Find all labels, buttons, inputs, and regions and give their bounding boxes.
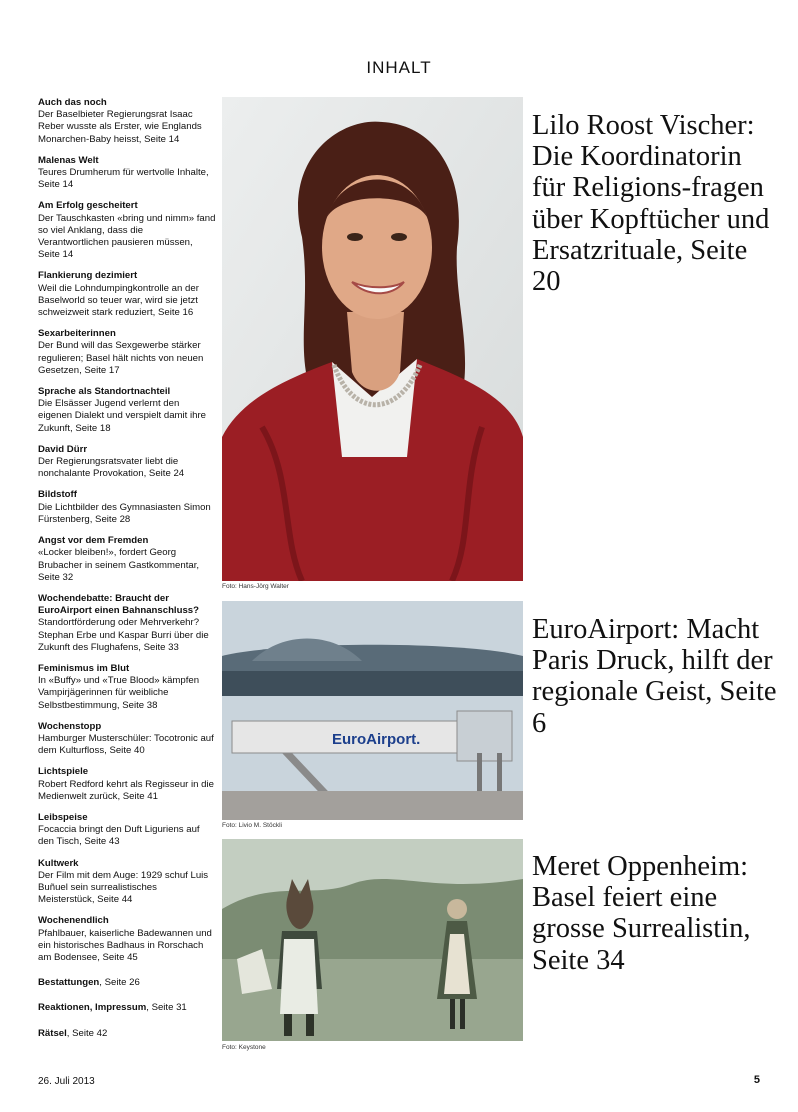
toc-entry-desc: Robert Redford kehrt als Regisseur in die Medienwelt zurück, Seite 41 [38, 778, 214, 802]
toc-entry[interactable] [38, 858, 216, 907]
toc-entry-desc: Focaccia bringt den Duft Liguriens auf den Tisch, Seite 43 [38, 824, 200, 848]
toc-entry-title: Bestattungen [38, 977, 100, 989]
toc-entry-title: Flankierung dezimiert [38, 270, 138, 282]
toc-entry-desc: In «Buffy» und «True Blood» kämpfen Vampirjägerinnen für weibliche Selbstbestimmung, Seite 38 [38, 675, 200, 711]
toc-entry-desc: Die Lichtbilder des Gymnasiasten Simon Fürstenberg, Seite 28 [38, 501, 211, 525]
toc-entry-title: Lichtspiele [38, 766, 89, 778]
toc-entry[interactable] [38, 593, 216, 654]
toc-entry[interactable] [38, 386, 216, 435]
toc-entry-title: Am Erfolg gescheitert [38, 200, 138, 212]
photo-credit: Foto: Livio M. Stöckli [222, 822, 282, 829]
portrait-photo[interactable] [222, 97, 523, 581]
issue-date: 26. Juli 2013 [38, 1076, 95, 1087]
headline-lead-story[interactable]: Lilo Roost Vischer: Die Koordinatorin für Religions-fragen über Kopftücher und Ersatzrituale, Seite 20 [532, 110, 770, 298]
toc-entry-desc: Teures Drumherum für wertvolle Inhalte, Seite 14 [38, 167, 209, 191]
airport-sign: EuroAirport. [332, 731, 421, 748]
toc-entry[interactable] [38, 155, 216, 192]
toc-entry-desc: Standortförderung oder Mehrverkehr? Stephan Erbe und Kaspar Burri über die Zukunft des Flughafens, Seite 33 [38, 617, 209, 653]
toc-entry[interactable] [38, 1002, 216, 1014]
photo-credit: Foto: Keystone [222, 1044, 266, 1051]
toc-entry-desc: Der Regierungsratsvater liebt die nonchalante Provokation, Seite 24 [38, 456, 185, 480]
airport-photo[interactable] [222, 601, 523, 820]
page-number: 5 [753, 1074, 760, 1086]
toc-entry-title: Auch das noch [38, 97, 107, 108]
toc-entry-desc: Pfahlbauer, kaiserliche Badewannen und ein historisches Badhaus in Rorschach am Bodensee, Seite 45 [38, 927, 212, 963]
toc-entry[interactable] [38, 444, 216, 481]
toc-entry[interactable] [38, 663, 216, 712]
toc-entry-title: Wochenendlich [38, 915, 109, 927]
toc-entry[interactable] [38, 535, 216, 584]
toc-entry[interactable] [38, 270, 216, 319]
toc-entry-desc: Der Baselbieter Regierungsrat Isaac Reber wusste als Erster, wie Englands Monarchen-Baby heisst, Seite 14 [38, 109, 202, 145]
toc-entry-desc: , Seite 31 [146, 1002, 187, 1014]
toc-entry[interactable] [38, 200, 216, 261]
page-title: INHALT [366, 58, 432, 77]
toc-entry-desc: Der Tauschkasten «bring und nimm» fand so viel Anklang, dass die Verantwortlichen pausieren müssen, Seite 14 [38, 212, 216, 261]
toc-entry-title: Leibspeise [38, 811, 88, 823]
headline-oppenheim-story[interactable]: Meret Oppenheim: Basel feiert eine grosse Surrealistin, Seite 34 [532, 851, 751, 976]
toc-entry-title: Bildstoff [38, 489, 77, 501]
toc-entry[interactable] [38, 766, 216, 803]
toc-entry[interactable] [38, 489, 216, 526]
toc-entry-title: Kultwerk [38, 857, 79, 869]
toc-entry[interactable] [38, 977, 216, 989]
toc-entry-desc: Der Film mit dem Auge: 1929 schuf Luis Buñuel sein surrealistisches Meisterstück, Seite 44 [38, 869, 209, 906]
sidebar-index [38, 97, 216, 1053]
toc-entry-title: Wochenstopp [38, 720, 102, 732]
toc-entry[interactable] [38, 1028, 216, 1040]
toc-entry-title: Sexarbeiterinnen [38, 328, 116, 340]
toc-entry-title: Malenas Welt [38, 154, 99, 166]
toc-entry[interactable] [38, 97, 216, 146]
toc-entry-desc: Weil die Lohndumpingkontrolle an der Baselworld so teuer war, wird sie jetzt schweizweit stark reduziert, Seite 16 [38, 282, 199, 319]
surrealist-photo[interactable] [222, 839, 523, 1041]
toc-entry-desc: , Seite 42 [66, 1027, 108, 1039]
toc-entry-title: Wochendebatte: Braucht der EuroAirport einen Bahnanschluss? [38, 592, 199, 617]
toc-entry-title: Feminismus im Blut [38, 662, 130, 674]
toc-entry[interactable] [38, 721, 216, 758]
toc-entry-title: Reaktionen, Impressum [38, 1002, 147, 1014]
toc-entry-desc: Der Bund will das Sexgewerbe stärker regulieren; Basel hält nichts von neuen Gesetzen, Seite 17 [38, 340, 204, 376]
toc-entry-title: Angst vor dem Fremden [38, 535, 149, 547]
photo-credit: Foto: Hans-Jörg Walter [222, 583, 289, 590]
toc-entry-desc: «Locker bleiben!», fordert Georg Brubacher in seinem Gastkommentar, Seite 32 [38, 547, 200, 583]
headline-airport-story[interactable]: EuroAirport: Macht Paris Druck, hilft der regionale Geist, Seite 6 [532, 614, 777, 739]
toc-entry-desc: Die Elsässer Jugend verlernt den eigenen Dialekt und verspielt damit ihre Zukunft, Seite 18 [38, 398, 206, 434]
toc-entry-desc: Hamburger Musterschüler: Tocotronic auf dem Kulturfloss, Seite 40 [38, 732, 214, 757]
toc-entry[interactable] [38, 328, 216, 377]
toc-entry[interactable] [38, 812, 216, 849]
toc-entry-title: David Dürr [38, 443, 88, 455]
toc-entry-title: Rätsel [38, 1027, 67, 1039]
toc-entry[interactable] [38, 915, 216, 964]
toc-entry-title: Sprache als Standortnachteil [38, 386, 171, 398]
toc-entry-desc: , Seite 26 [99, 977, 140, 989]
